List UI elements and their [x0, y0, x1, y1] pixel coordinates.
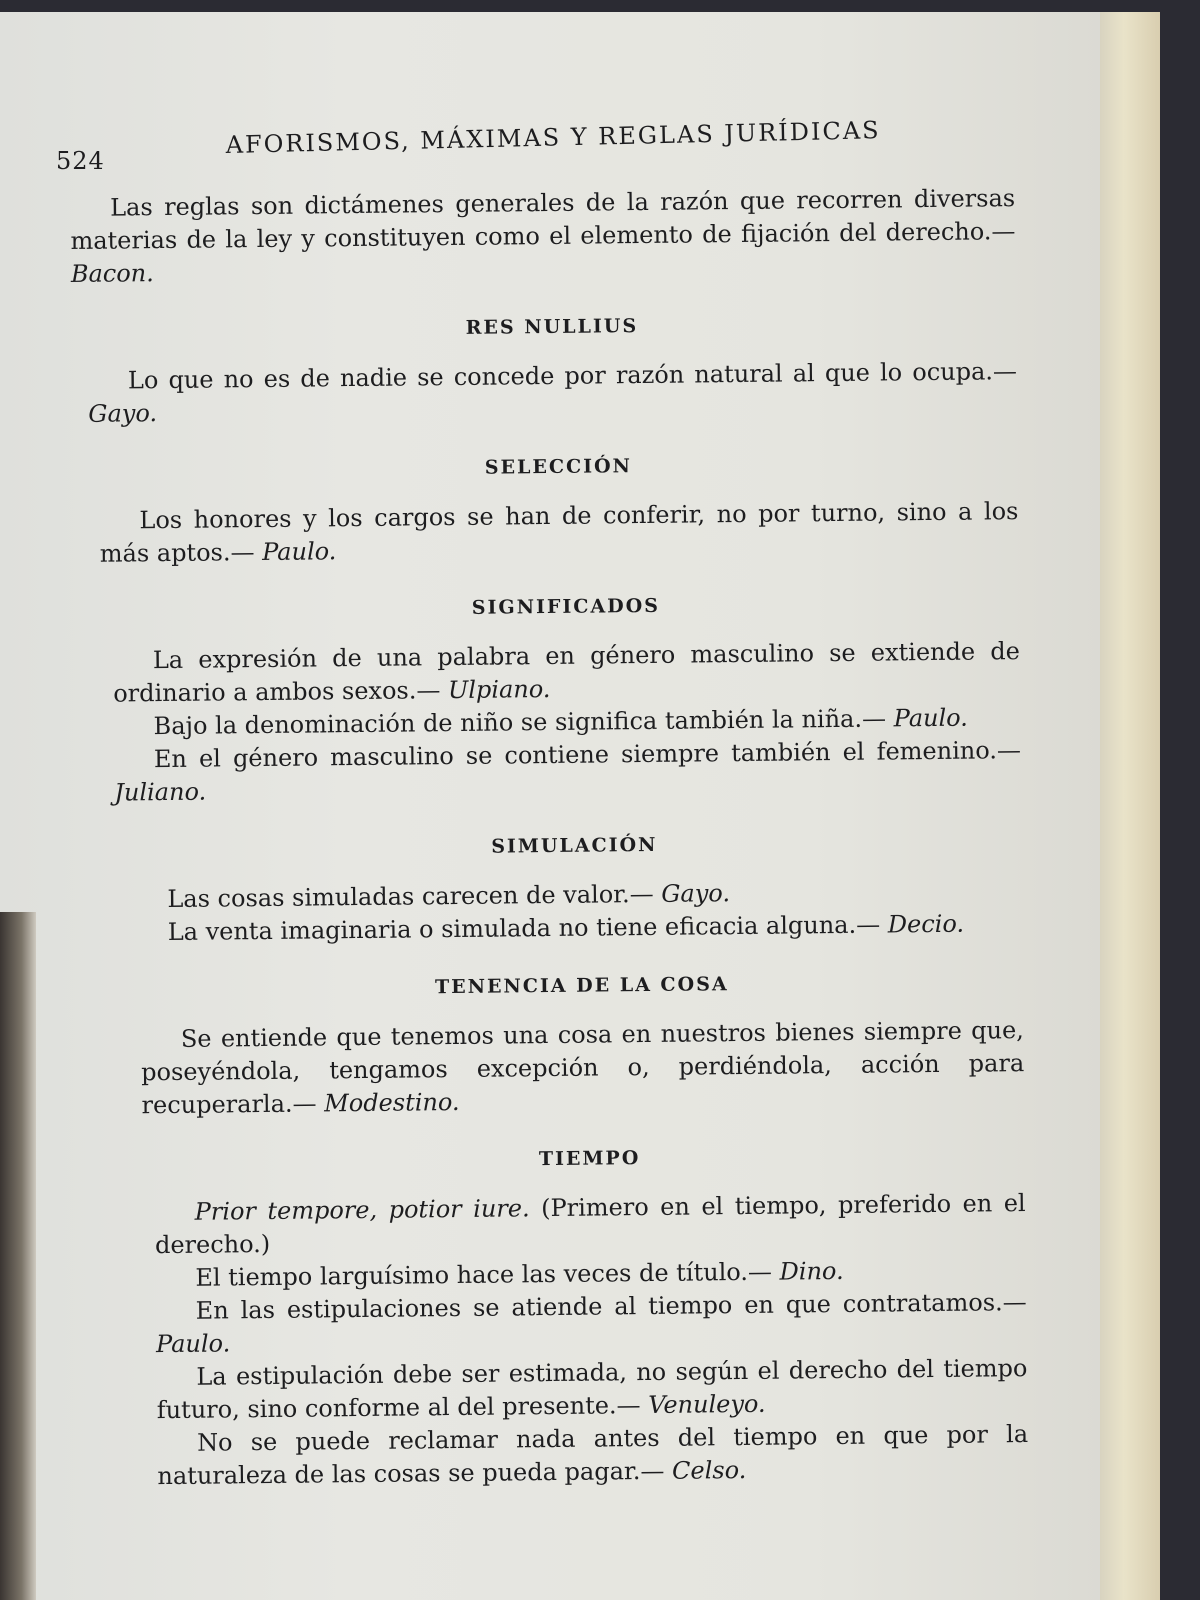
entry-text: La estipulación debe ser estimada, no según el derecho del tiempo futuro, sino conforme al del presente.—	[156, 1354, 1028, 1425]
entry-text: El tiempo larguísimo hace las veces de título.—	[195, 1257, 773, 1292]
section-heading: RES NULLIUS	[465, 315, 639, 339]
entry	[157, 1418, 1029, 1493]
entry-text: Lo que no es de nadie se concede por razón natural al que lo ocupa.—	[127, 357, 1018, 395]
entry	[155, 1187, 1027, 1262]
entry	[141, 1014, 1025, 1122]
entry-author: Modestino.	[324, 1087, 460, 1118]
section-heading: SELECCIÓN	[484, 455, 633, 479]
intro-text: Las reglas son dictámenes generales de la razón que recorren diversas materias de la ley y constituyen como el elemento de fijación del derecho.—	[70, 184, 1016, 255]
binding-edge	[0, 912, 36, 1600]
entry	[156, 1352, 1028, 1427]
entry-text: La expresión de una palabra en género masculino se extiende de ordinario a ambos sexos.—	[113, 637, 1021, 708]
entry-author: Celso.	[671, 1455, 747, 1485]
entry-author: Decio.	[887, 909, 965, 939]
entry-author: Gayo.	[661, 879, 731, 908]
entry	[88, 355, 1018, 431]
entry	[156, 1286, 1028, 1361]
section-heading: SIGNIFICADOS	[471, 594, 661, 619]
entry-author: Paulo.	[155, 1329, 231, 1359]
entry-author: Paulo.	[893, 703, 968, 733]
entry-text: Bajo la denominación de niño se significa también la niña.—	[153, 704, 887, 741]
section-body	[141, 1014, 1025, 1122]
entry	[114, 734, 1022, 809]
section-body	[99, 495, 1019, 571]
page-edge	[1100, 12, 1160, 1600]
section-heading: SIMULACIÓN	[491, 833, 658, 858]
entry-author: Venuleyo.	[648, 1389, 766, 1420]
entry-author: Juliano.	[114, 777, 207, 807]
section-body	[88, 355, 1018, 431]
section-heading: TENENCIA DE LA COSA	[434, 973, 729, 999]
latin-maxim: Prior tempore, potior iure.	[194, 1194, 530, 1226]
entry-text: Los honores y los cargos se han de conferir, no por turno, sino a los más aptos.—	[99, 497, 1019, 568]
book-page	[0, 12, 1160, 1600]
entry	[99, 495, 1019, 571]
entry	[113, 635, 1021, 710]
page-number: 524	[56, 147, 105, 175]
entry-author: Paulo.	[262, 537, 337, 567]
intro-author: Bacon.	[70, 259, 154, 288]
section-body	[127, 874, 1023, 949]
entry-author: Gayo.	[88, 399, 158, 428]
entry-author: Dino.	[779, 1256, 844, 1286]
section-body	[113, 635, 1022, 809]
entry-text: No se puede reclamar nada antes del tiempo en que por la naturaleza de las cosas se pueda pagar.—	[157, 1420, 1029, 1491]
page-content	[70, 182, 1029, 1494]
entry-text: En las estipulaciones se atiende al tiempo en que contratamos.—	[195, 1288, 1027, 1325]
entry-text: En el género masculino se contiene siempre también el femenino.—	[153, 736, 1022, 774]
intro-paragraph	[70, 182, 1016, 291]
page-header	[56, 116, 1016, 175]
running-title: AFORISMOS, MÁXIMAS Y REGLAS JURÍDICAS	[225, 116, 881, 159]
entry-text: Las cosas simuladas carecen de valor.—	[167, 879, 654, 914]
entry-text: (Primero en el tiempo, preferido en el derecho.)	[154, 1189, 1026, 1260]
entry-text: La venta imaginaria o simulada no tiene eficacia alguna.—	[167, 910, 881, 947]
entry-text: Se entiende que tenemos una cosa en nuestros bienes siempre que, poseyéndola, tengamos excepción o, perdiéndola, acción para recuperarla.—	[141, 1016, 1025, 1120]
entry-author: Ulpiano.	[447, 674, 551, 705]
section-body	[155, 1187, 1029, 1493]
section-heading: TIEMPO	[538, 1147, 641, 1171]
